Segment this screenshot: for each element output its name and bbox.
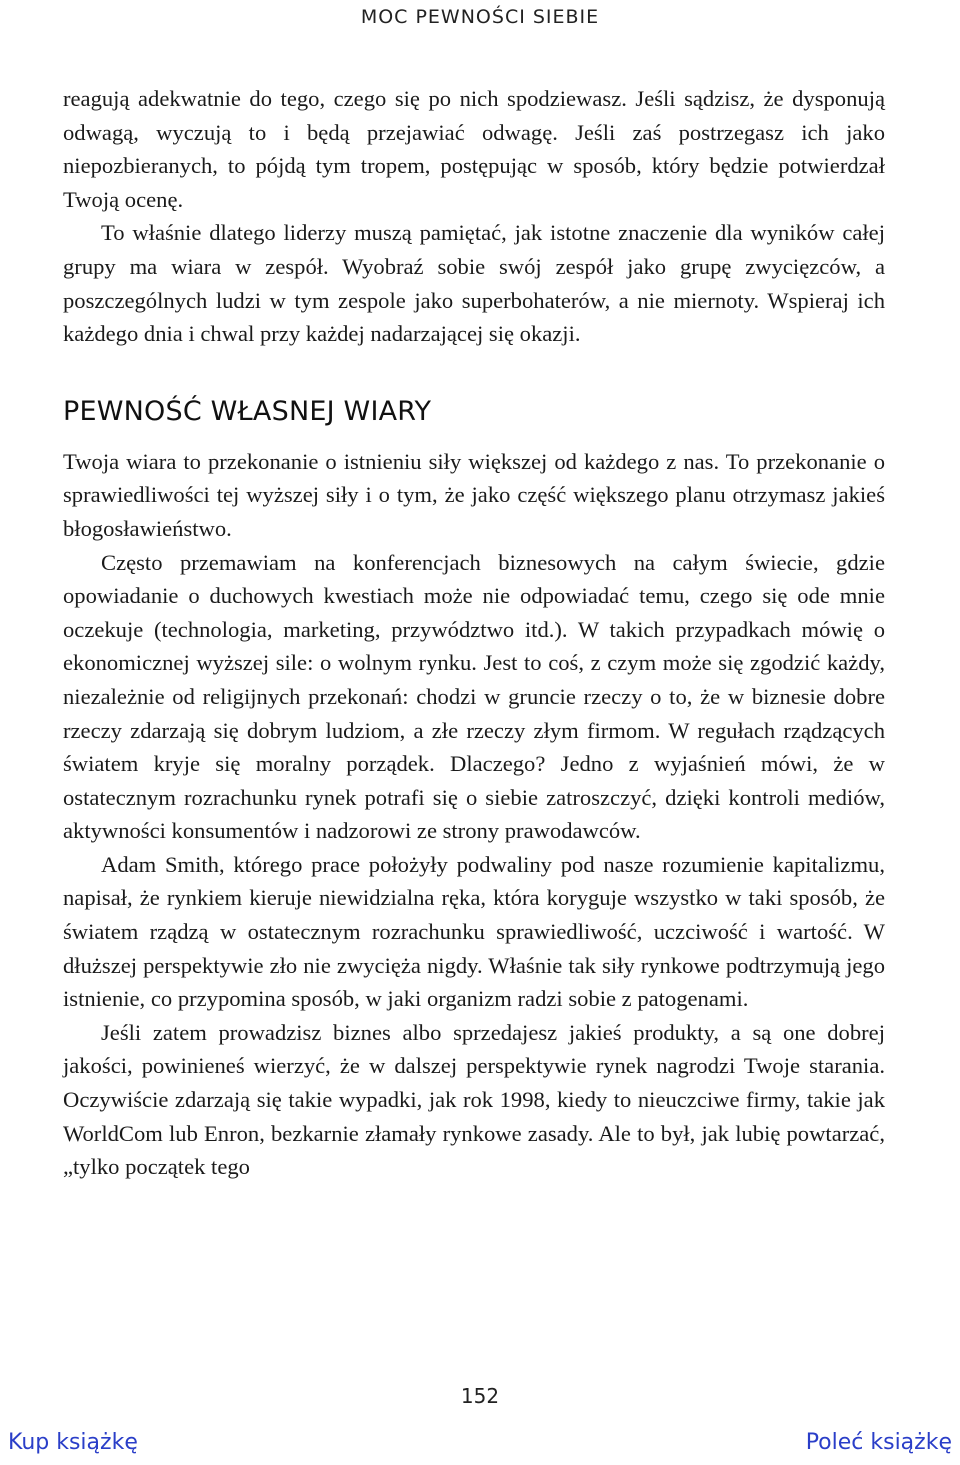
body-paragraph: Często przemawiam na konferencjach biznesowych na całym świecie, gdzie opowiadanie o duchowych kwestiach może nie odpowiadać temu, czego się ode mnie oczekuje (technologia, marketing, przywództwo itd.). W takich przypadkach mówię o ekonomicznej wyższej sile: o wolnym rynku. Jest to coś, z czym może się zgodzić każdy, niezależnie od religijnych przekonań: chodzi w gruncie rzeczy o to, że w biznesie dobre rzeczy zdarzają się dobrym ludziom, a złe rzeczy złym firmom. W regułach rządzących światem kryje się moralny porządek. Dlaczego? Jedno z wyjaśnień mówi, że w ostatecznym rozrachunku rynek potrafi się o siebie zatroszczyć, dzięki kontroli mediów, aktywności konsumentów i nadzorowi ze strony prawodawców. bbox=[63, 549, 885, 844]
body-paragraph: Jeśli zatem prowadzisz biznes albo sprzedajesz jakieś produkty, a są one dobrej jakości, powinieneś wierzyć, że w dalszej perspektywie rynek nagrodzi Twoje starania. Oczywiście zdarzają się takie wypadki, jak rok 1998, kiedy to nieuczciwe firmy, takie jak WorldCom lub Enron, bezkarnie złamały rynkowe zasady. Ale to był, jak lubię powtarzać, „tylko początek tego bbox=[63, 1019, 885, 1180]
body-paragraph: To właśnie dlatego liderzy muszą pamiętać, jak istotne znaczenie dla wyników całej grupy ma wiara w zespół. Wyobraź sobie swój zespół jako grupę zwycięzców, a poszczególnych ludzi w tym zespole jako superbohaterów, a nie miernoty. Wspieraj ich każdego dnia i chwal przy każdej nadarzającej się okazji. bbox=[63, 220, 885, 347]
body-paragraph: Twoja wiara to przekonanie o istnieniu siły większej od każdego z nas. To przekonanie o sprawiedliwości tej wyższej siły i o tym, że jako część większego planu otrzymasz jakieś błogosławieństwo. bbox=[63, 448, 885, 541]
body-paragraph: reagują adekwatnie do tego, czego się po nich spodziewasz. Jeśli sądzisz, że dysponują odwagą, wyczują to i będą przejawiać odwagę. Jeśli zaś postrzegasz ich jako niepozbieranych, to pójdą tym tropem, postępując w sposób, który będzie potwierdzał Twoją ocenę. bbox=[63, 86, 885, 212]
buy-book-link[interactable]: Kup książkę bbox=[8, 1430, 138, 1455]
page-body bbox=[63, 82, 885, 1184]
recommend-book-link[interactable]: Poleć książkę bbox=[805, 1430, 952, 1455]
section-heading: PEWNOŚĆ WŁASNEJ WIARY bbox=[63, 395, 432, 427]
body-paragraph: Adam Smith, którego prace położyły podwaliny pod nasze rozumienie kapitalizmu, napisał, że rynkiem kieruje niewidzialna ręka, która koryguje wszystko w taki sposób, że światem rządzą w ostatecznym rozrachunku sprawiedliwość, uczciwość i wartość. W dłuższej perspektywie zło nie zwycięża nigdy. Właśnie tak siły rynkowe podtrzymują jego istnienie, co przypomina sposób, w jaki organizm radzi sobie z patogenami. bbox=[63, 851, 885, 1012]
running-header: MOC PEWNOŚCI SIEBIE bbox=[360, 6, 600, 28]
page-number: 152 bbox=[460, 1384, 500, 1408]
